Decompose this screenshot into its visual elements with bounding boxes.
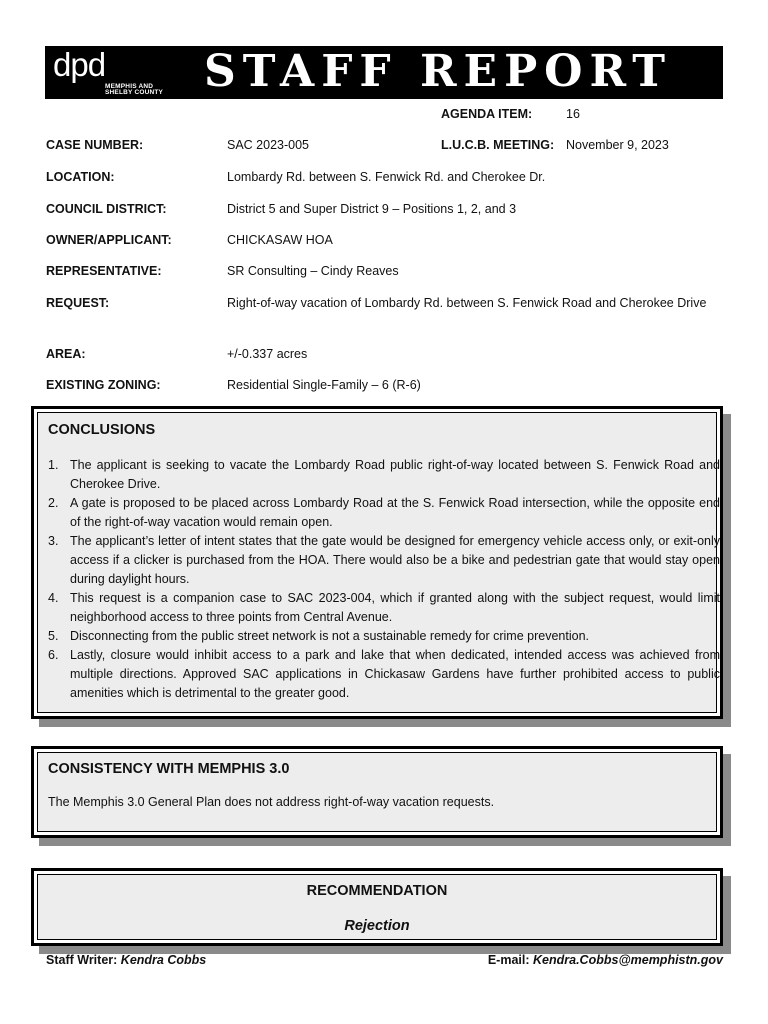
header-banner — [45, 46, 723, 99]
location-label: LOCATION: — [46, 170, 115, 184]
conclusion-text: The applicant’s letter of intent states that the gate would be designed for emergency vehicle access only, or exit-only access if a clicker is purchased from the HOA. There would also be a bike and pedestrian gate that would stay open during daylight hours. — [70, 534, 720, 586]
recommendation-panel — [37, 874, 717, 940]
list-item — [48, 456, 720, 494]
representative-value: SR Consulting – Cindy Reaves — [227, 264, 399, 278]
staff-writer — [46, 953, 206, 967]
agenda-item-label: AGENDA ITEM: — [441, 107, 533, 121]
lucb-meeting-label: L.U.C.B. MEETING: — [441, 138, 555, 152]
recommendation-value: Rejection — [344, 918, 410, 934]
council-district-value: District 5 and Super District 9 – Positions 1, 2, and 3 — [227, 202, 517, 216]
request-label: REQUEST: — [46, 296, 110, 310]
logo-subtext: MEMPHIS AND SHELBY COUNTY — [105, 83, 164, 96]
recommendation-title: RECOMMENDATION — [306, 883, 448, 899]
list-item — [48, 627, 720, 646]
consistency-text: The Memphis 3.0 General Plan does not address right-of-way vacation requests. — [48, 795, 495, 809]
list-number: 4. — [48, 591, 59, 605]
area-value: +/-0.337 acres — [227, 347, 308, 361]
representative-label: REPRESENTATIVE: — [46, 264, 162, 278]
list-item — [48, 589, 720, 627]
owner-applicant-value: CHICKASAW HOA — [227, 233, 333, 247]
list-number: 5. — [48, 629, 59, 643]
logo-text: dpd — [53, 46, 106, 83]
conclusion-text: This request is a companion case to SAC 2023-004, which if granted along with the subject request, would limit neighborhood access to three points from Central Avenue. — [70, 591, 720, 624]
existing-zoning-value: Residential Single-Family – 6 (R-6) — [227, 378, 421, 392]
conclusions-box — [31, 406, 723, 719]
conclusions-panel — [37, 412, 720, 713]
report-title: STAFF REPORT — [203, 46, 673, 97]
list-item — [48, 532, 720, 589]
conclusion-text: The applicant is seeking to vacate the Lombardy Road public right-of-way located between S. Fenwick Road and Cherokee Drive. — [70, 458, 720, 491]
agenda-item-value: 16 — [566, 107, 580, 121]
conclusion-text: Disconnecting from the public street network is not a sustainable remedy for crime prevention. — [70, 629, 589, 643]
email-label: E-mail: — [487, 953, 530, 967]
recommendation-box — [31, 868, 723, 946]
location-value: Lombardy Rd. between S. Fenwick Rd. and Cherokee Dr. — [227, 170, 546, 184]
consistency-title: CONSISTENCY WITH MEMPHIS 3.0 — [48, 761, 290, 777]
lucb-meeting-value: November 9, 2023 — [566, 138, 669, 152]
conclusions-list — [48, 456, 720, 703]
conclusion-text: A gate is proposed to be placed across Lombardy Road at the S. Fenwick Road intersection, while the opposite end of the right-of-way vacation would remain open. — [70, 496, 720, 529]
staff-writer-name: Kendra Cobbs — [120, 953, 207, 967]
list-number: 6. — [48, 648, 59, 662]
consistency-box — [31, 746, 723, 838]
list-number: 1. — [48, 458, 59, 472]
dpd-logo — [53, 46, 164, 96]
list-item — [48, 646, 720, 703]
conclusions-title: CONCLUSIONS — [48, 422, 156, 438]
request-value: Right-of-way vacation of Lombardy Rd. between S. Fenwick Road and Cherokee Drive — [227, 296, 707, 310]
case-number-label: CASE NUMBER: — [46, 138, 144, 152]
case-number-value: SAC 2023-005 — [227, 138, 310, 152]
consistency-panel — [37, 752, 717, 832]
staff-email — [488, 953, 723, 967]
list-number: 2. — [48, 496, 59, 510]
staff-writer-label: Staff Writer: — [46, 953, 118, 967]
existing-zoning-label: EXISTING ZONING: — [46, 378, 161, 392]
list-item — [48, 494, 720, 532]
list-number: 3. — [48, 534, 59, 548]
area-label: AREA: — [46, 347, 86, 361]
owner-applicant-label: OWNER/APPLICANT: — [46, 233, 172, 247]
council-district-label: COUNCIL DISTRICT: — [46, 202, 167, 216]
email-value[interactable]: Kendra.Cobbs@memphistn.gov — [533, 953, 723, 967]
conclusion-text: Lastly, closure would inhibit access to a park and lake that when dedicated, intended access was achieved from multiple directions. Approved SAC applications in Chickasaw Gardens have further prohibited access to public amenities which is detrimental to the greater good. — [70, 648, 720, 700]
